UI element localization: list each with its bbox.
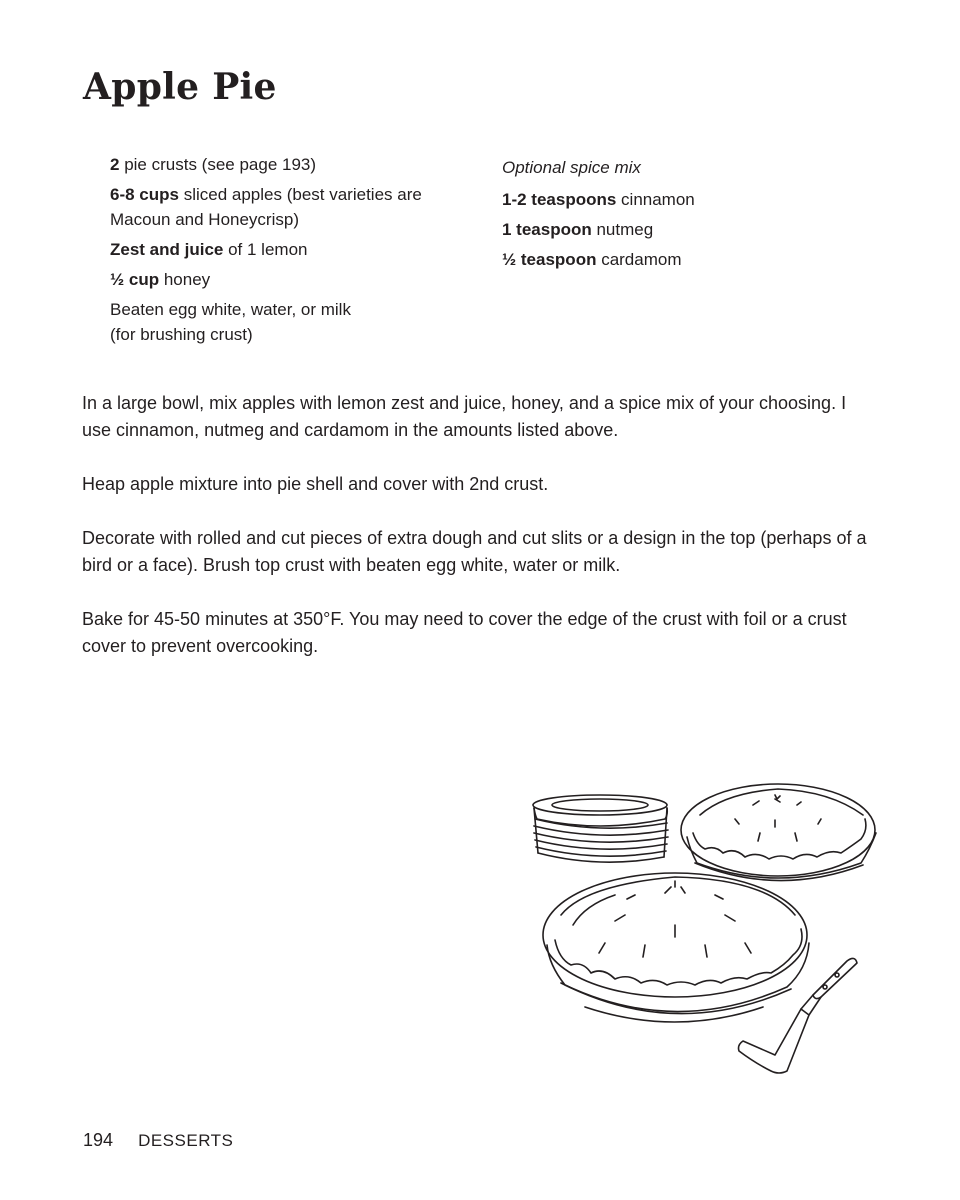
ingredient-item	[110, 152, 470, 177]
ingredient-item	[110, 297, 380, 347]
ingredient-quantity: 2	[110, 155, 120, 174]
spice-text: cardamom	[596, 250, 682, 269]
spice-text: nutmeg	[591, 220, 654, 239]
instruction-paragraph: Bake for 45-50 minutes at 350°F. You may need to cover the edge of the crust with foil or a crust cover to prevent overcooking.	[82, 609, 847, 656]
ingredient-text: of 1 lemon	[223, 240, 308, 259]
pie-illustration	[525, 775, 890, 1080]
ingredient-item	[110, 267, 470, 292]
ingredient-quantity: ½ cup	[110, 270, 160, 289]
ingredient-item	[110, 237, 470, 262]
spice-quantity: 1-2 teaspoons	[502, 190, 617, 209]
spice-item	[502, 247, 822, 272]
spice-mix	[502, 155, 822, 277]
ingredient-text: Beaten egg white, water, or milk (for brushing crust)	[110, 300, 351, 344]
instruction-paragraph: Heap apple mixture into pie shell and cover with 2nd crust.	[82, 474, 549, 494]
spice-quantity: 1 teaspoon	[502, 220, 592, 239]
section-name: DESSERTS	[138, 1131, 234, 1150]
page-footer	[83, 1130, 233, 1151]
ingredient-list	[110, 152, 470, 352]
spice-mix-heading: Optional spice mix	[502, 158, 641, 177]
plate-stack-illustration	[533, 795, 668, 862]
ingredient-text: honey	[159, 270, 211, 289]
spice-item	[502, 187, 822, 212]
spice-quantity: ½ teaspoon	[502, 250, 597, 269]
front-pie-illustration	[543, 873, 809, 1022]
instruction-paragraph: Decorate with rolled and cut pieces of extra dough and cut slits or a design in the top (perhaps of a bird or a face). Brush top crust with beaten egg white, water or milk.	[82, 528, 867, 575]
spice-text: cinnamon	[616, 190, 695, 209]
ingredient-quantity: Zest and juice	[110, 240, 224, 259]
page-title: Apple Pie	[83, 66, 277, 108]
ingredient-quantity: 6-8 cups	[110, 185, 179, 204]
ingredient-item	[110, 182, 440, 232]
page-number: 194	[83, 1130, 114, 1150]
instruction-paragraph: In a large bowl, mix apples with lemon zest and juice, honey, and a spice mix of your choosing. I use cinnamon, nutmeg and cardamom in the amounts listed above.	[82, 393, 847, 440]
instructions	[82, 390, 872, 687]
back-pie-illustration	[681, 784, 876, 881]
spice-item	[502, 217, 822, 242]
ingredient-text: sliced apples (best varieties are Macoun and Honeycrisp)	[110, 185, 422, 229]
ingredient-text: pie crusts (see page 193)	[119, 155, 317, 174]
